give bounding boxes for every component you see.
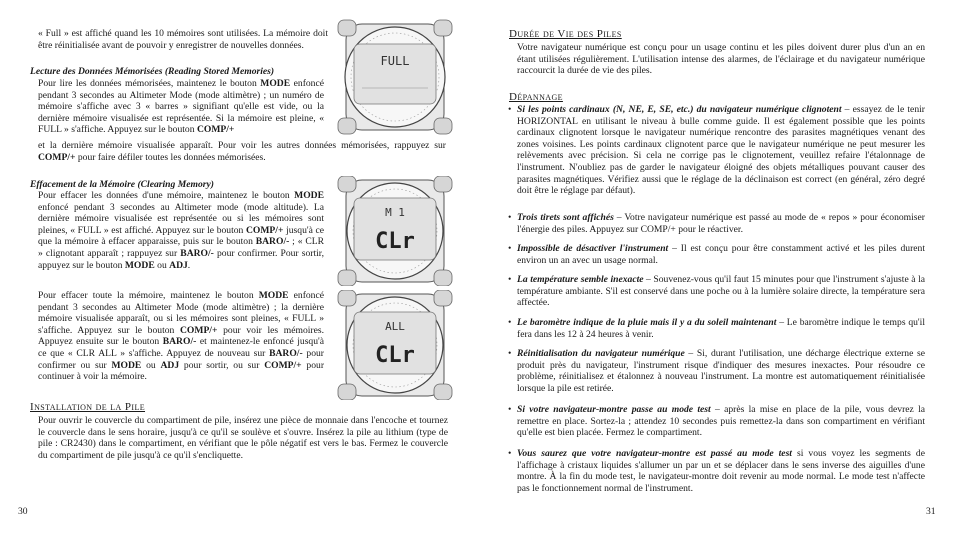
troubleshooting-heading: Dépannage [509,91,563,103]
page-number-right: 31 [926,506,936,517]
device-top-text: M 1 [385,206,405,219]
reading-memories-title: Lecture des Données Mémorisées (Reading Stored Memories) [30,66,275,77]
right-page [477,0,954,534]
device-bottom-text: CLr [375,343,415,368]
device-top-text: ALL [385,320,405,333]
memory-full-intro: « Full » est affiché quand les 10 mémoires sont utilisées. La mémoire doit être réinitialisée avant de pouvoir y enregistrer de nouvelles données. [38,28,328,51]
trouble-item-barometer: • Le baromètre indique de la pluie mais il y a du soleil maintenant – Le baromètre indique le temps qu'il fera dans les 12 à 24 heures à venir. [508,317,925,340]
device-illustration-clr-all [336,290,454,400]
trouble-item-test-mode-signs: • Vous saurez que votre navigateur-montre est passé au mode test si vous voyez les segments de l'affichage à cristaux liquides s'allumer un par un et se déplacer dans le sens inverse des aiguilles d'une montre. À la fin du mode test, le navigateur-montre doit revenir au mode normal. Le mode test n'affecte pas le fonctionnement normal de l'instrument. [508,448,925,494]
trouble-item-test-mode: • Si votre navigateur-montre passe au mode test – après la mise en place de la pile, vous devrez la remettre en place. Sortez-la ; attendez 10 secondes puis remettez-la dans son compartiment en vérifiant qu'elle est bien placée. Fermez le compartiment. [508,404,926,439]
clear-all-text: Pour effacer toute la mémoire, maintenez le bouton MODE enfoncé pendant 3 secondes au Altimeter Mode (mode altimètre) ; la dernière mémoire visualisée apparaît, ou si les mémoires sont pleines, « FULL » s'affiche. Appuyez sur le bouton COMP/+ pour voir les mémoires. Appuyez ensuite sur le bouton BARO/- et maintenez-le enfoncé jusqu'à ce que « CLR ALL » s'affiche. Appuyez de nouveau sur BARO/- pour confirmer ou sur MODE ou ADJ pour sortir, ou sur COMP/+ pour continuer à voir la mémoire. [38,290,325,383]
device-top-text: FULL [380,54,410,68]
reading-memories-text-cont: et la dernière mémoire visualisée apparaît. Pour voir les autres données mémorisées, rappuyez sur COMP/+ pour faire défiler toutes les données mémorisées. [38,140,446,163]
device-illustration-full [336,18,454,136]
watch-face-clr-all [336,290,454,400]
page-number-left: 30 [18,506,28,517]
battery-life-heading: Durée de Vie des Piles [509,28,622,40]
trouble-item-cardinal-points: • Si les points cardinaux (N, NE, E, SE, etc.) du navigateur numérique clignotent – essayez de le tenir HORIZONTAL en utilisant le niveau à bulle comme guide. Il est également possible que les points cardinaux clignotent lorsque le navigateur numérique rencontre des parasites magnétiques venant des zones voisines. Les points cardinaux clignotent parce que le navigateur numérique ne peut mesurer les relèvements avec précision. Si cela ne corrige pas le clignotement, veuillez refaire l'étalonnage de l'instrument. N'oubliez pas de garder le navigateur éloigné des objets métalliques pouvant causer des parasites magnétiques. Vérifiez aussi que le réglage de la déclinaison est correct (en général, zéro degré doit être le réglage par défaut). [508,104,925,197]
reading-memories-text: Pour lire les données mémorisées, maintenez le bouton MODE enfoncé pendant 3 secondes au Altimeter Mode (mode altimètre) ; un numéro de mémoire s'affiche avec 3 « barres » signifiant qu'elle est vide, ou la dernière mémoire visualisée est représentée. Si la mémoire est pleine, « FULL » s'affiche. Appuyez sur le bouton COMP/+ [38,78,325,136]
watch-face-clr [336,176,454,286]
device-bottom-text: CLr [375,229,415,254]
clearing-memory-text: Pour effacer les données d'une mémoire, maintenez le bouton MODE enfoncé pendant 3 secondes au Altimeter mode (mode altitude). La dernière mémoire visualisée est représentée ou si les mémoires sont pleines, « FULL » est affiché. Appuyez sur le bouton COMP/+ jusqu'à ce que la mémoire à effacer apparaisse, puis sur le bouton BARO/- ; « CLR » clignotant apparaît ; rappuyez sur BARO/- pour confirmer. Pour sortir, appuyez sur le bouton MODE ou ADJ. [38,190,324,271]
watch-face-full [336,18,454,136]
trouble-item-cannot-deactivate: • Impossible de désactiver l'instrument – Il est conçu pour être constamment activé et les piles durent environ un an avec un usage normal. [508,243,926,266]
battery-installation-text: Pour ouvrir le couvercle du compartiment de pile, insérez une pièce de monnaie dans l'encoche et tournez le couvercle dans le sens horaire, jusqu'à ce qu'il se soulève et s'ouvre. Insérez la pile au lithium (type de pile : CR2430) dans le compartiment, en vérifiant que le pôle négatif est vers le bas. Fermez le couvercle du compartiment de pile jusqu'à ce qu'il s'encliquette. [38,415,448,461]
trouble-item-reset: • Réinitialisation du navigateur numérique – Si, durant l'utilisation, une décharge électrique externe se produit près du navigateur, l'instrument risque d'indiquer des mesures inexactes. Pour résoudre ce problème, réinitialisez et étalonnez à nouveau l'instrument. La montre est automatiquement réinitialisée lorsque la pile est retirée. [508,348,925,394]
device-illustration-clr [336,176,454,286]
clearing-memory-title: Effacement de la Mémoire (Clearing Memory) [30,179,214,190]
battery-life-text: Votre navigateur numérique est conçu pour un usage continu et les piles doivent durer plus d'un an en étant utilisées régulièrement. L'utilisation intense des alarmes, de l'éclairage et du navigateur numérique raccourcit la durée de vie des piles. [517,42,925,77]
trouble-item-temperature: • La température semble inexacte – Souvenez-vous qu'il faut 15 minutes pour que l'instrument s'ajuste à la température ambiante. S'il est conservé dans une poche ou à la lumière solaire directe, la température sera affectée. [508,274,925,309]
trouble-item-three-dashes: • Trois tirets sont affichés – Votre navigateur numérique est passé au mode de « repos » pour économiser l'énergie des piles. Appuyez sur COMP/+ pour le réactiver. [508,212,925,235]
battery-installation-heading: Installation de la Pile [30,401,146,413]
